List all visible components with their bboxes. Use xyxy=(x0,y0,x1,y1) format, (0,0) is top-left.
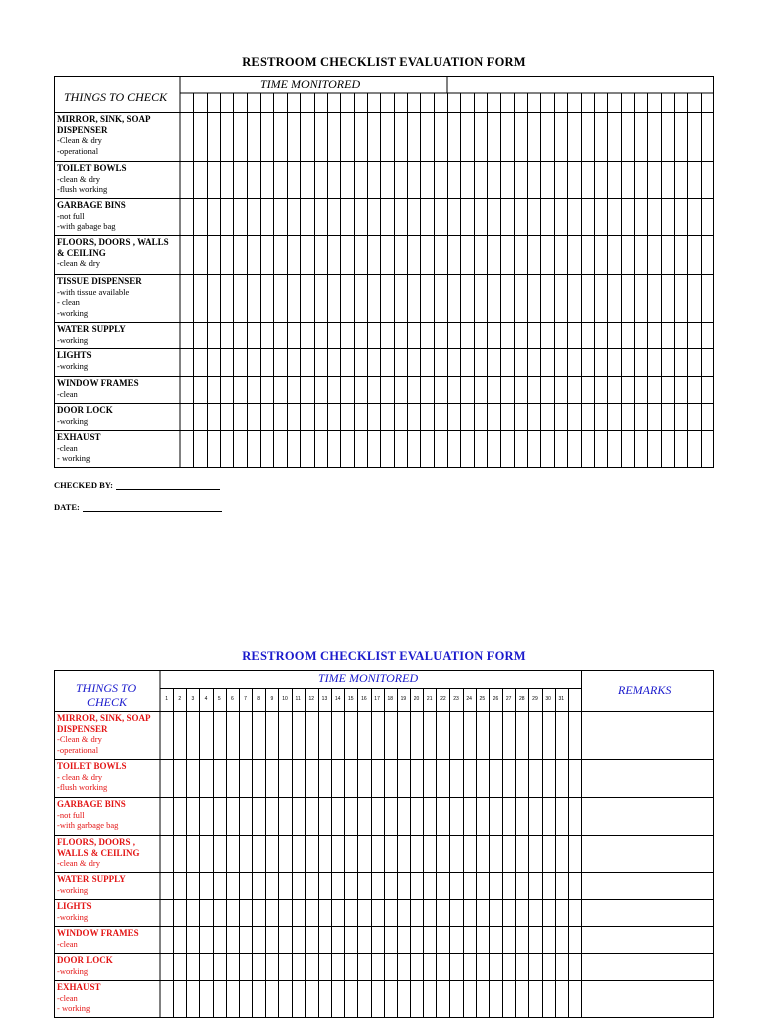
form1-time-monitored-header: TIME MONITORED xyxy=(260,77,361,91)
form2-things-header-line1: THINGS TO xyxy=(76,681,137,695)
day-number: 11 xyxy=(295,696,301,702)
item-criterion: - clean & dry xyxy=(57,771,103,782)
item-criterion: -clean & dry xyxy=(57,258,100,268)
form2-item-7 xyxy=(57,928,157,949)
item-criterion: -working xyxy=(57,965,89,976)
item-title: DOOR LOCK xyxy=(57,955,113,965)
day-number: 2 xyxy=(178,696,182,702)
form1-item-8 xyxy=(57,378,175,399)
form2-item-2 xyxy=(57,761,157,793)
day-number: 3 xyxy=(191,696,195,702)
day-number: 13 xyxy=(321,696,328,702)
item-title: TOILET BOWLS xyxy=(57,761,127,771)
item-criterion: -with gabage bag xyxy=(57,221,116,231)
form2-remarks-header: REMARKS xyxy=(618,683,672,697)
day-number: 28 xyxy=(519,696,525,702)
date-field[interactable] xyxy=(54,502,222,512)
form1-item-5 xyxy=(57,276,175,318)
form1-item-1 xyxy=(57,114,175,156)
day-number: 5 xyxy=(217,696,221,702)
form1-item-2 xyxy=(57,163,175,195)
form2-item-9 xyxy=(57,982,157,1014)
day-number: 23 xyxy=(453,696,459,702)
item-criterion: -clean xyxy=(57,388,78,399)
item-criterion: -clean xyxy=(57,992,78,1003)
day-number: 21 xyxy=(426,696,433,702)
form2-item-6 xyxy=(57,901,157,922)
item-title: WATER SUPPLY xyxy=(57,874,126,884)
item-title: WINDOW FRAMES xyxy=(57,928,139,938)
item-criterion: -with garbage bag xyxy=(57,820,119,830)
item-criterion: -Clean & dry xyxy=(57,734,102,744)
day-number: 1 xyxy=(165,696,168,702)
form1-item-3 xyxy=(57,200,175,232)
form2-checklist-table xyxy=(54,670,714,1018)
form2-item-3 xyxy=(57,799,157,831)
form1-checklist-table xyxy=(54,76,714,468)
date-label: DATE: xyxy=(54,502,80,512)
item-criterion: -clean & dry xyxy=(57,173,100,184)
day-number: 30 xyxy=(545,696,551,702)
item-criterion: -working xyxy=(57,884,89,895)
day-number: 17 xyxy=(374,696,380,702)
form1-item-4 xyxy=(57,237,175,269)
form1-item-9 xyxy=(57,405,175,426)
day-number: 15 xyxy=(347,696,354,702)
item-criterion: -working xyxy=(57,360,89,371)
day-number: 14 xyxy=(334,696,341,702)
form2-item-1 xyxy=(57,713,157,755)
item-title: EXHAUST xyxy=(57,432,101,442)
day-number: 9 xyxy=(270,696,274,702)
day-number: 4 xyxy=(204,696,208,702)
checked-by-underline xyxy=(116,488,220,490)
item-criterion: -with tissue available xyxy=(57,286,130,297)
day-number: 10 xyxy=(282,696,288,702)
form1-item-7 xyxy=(57,350,175,371)
item-criterion: -clean & dry xyxy=(57,858,100,868)
item-criterion: -not full xyxy=(57,809,85,820)
item-criterion: -not full xyxy=(57,210,85,221)
day-number: 12 xyxy=(308,696,315,702)
day-number: 29 xyxy=(532,696,538,702)
item-criterion: - working xyxy=(57,453,91,463)
item-title: GARBAGE BINS xyxy=(57,799,126,809)
day-number: 19 xyxy=(400,696,407,702)
item-criterion: -working xyxy=(57,911,89,922)
item-title: WINDOW FRAMES xyxy=(57,378,139,388)
form2-title: RESTROOM CHECKLIST EVALUATION FORM xyxy=(242,649,526,663)
item-criterion: -clean xyxy=(57,442,78,453)
day-number: 26 xyxy=(492,696,499,702)
item-criterion: - clean xyxy=(57,297,80,307)
day-number: 22 xyxy=(440,696,446,702)
item-criterion: -flush working xyxy=(57,184,108,194)
form2-time-monitored-header: TIME MONITORED xyxy=(318,671,419,685)
item-criterion: -working xyxy=(57,415,89,426)
checked-by-field[interactable] xyxy=(54,480,220,490)
form1-title: RESTROOM CHECKLIST EVALUATION FORM xyxy=(242,55,526,69)
item-criterion: - working xyxy=(57,1003,91,1013)
form1-item-10 xyxy=(57,432,175,464)
item-title: EXHAUST xyxy=(57,982,101,992)
item-title: LIGHTS xyxy=(57,350,92,360)
item-title: LIGHTS xyxy=(57,901,92,911)
item-title: FLOORS, DOORS , WALLS & CEILING xyxy=(57,237,169,258)
item-title: TOILET BOWLS xyxy=(57,163,127,173)
date-underline xyxy=(83,510,222,512)
item-criterion: -Clean & dry xyxy=(57,135,102,145)
item-criterion: -operational xyxy=(57,744,99,755)
item-criterion: -flush working xyxy=(57,782,108,792)
item-title: MIRROR, SINK, SOAP DISPENSER xyxy=(57,713,151,734)
item-title: DOOR LOCK xyxy=(57,405,113,415)
day-number: 18 xyxy=(387,696,394,702)
item-title: WATER SUPPLY xyxy=(57,324,126,334)
item-title: MIRROR, SINK, SOAP DISPENSER xyxy=(57,114,151,135)
day-number: 6 xyxy=(230,696,234,702)
item-title: GARBAGE BINS xyxy=(57,200,126,210)
form1-item-6 xyxy=(57,324,175,345)
day-number: 27 xyxy=(505,696,512,702)
day-number: 25 xyxy=(479,696,486,702)
item-criterion: -working xyxy=(57,307,89,318)
form1-things-to-check-header: THINGS TO CHECK xyxy=(64,90,168,104)
day-number: 8 xyxy=(257,696,261,702)
checked-by-label: CHECKED BY: xyxy=(54,480,113,490)
day-number: 24 xyxy=(466,696,472,702)
form2-things-header-line2: CHECK xyxy=(87,695,128,709)
day-number: 20 xyxy=(413,696,420,702)
item-title: TISSUE DISPENSER xyxy=(57,276,142,286)
day-number: 31 xyxy=(558,696,565,702)
day-number: 7 xyxy=(244,696,247,702)
item-criterion: -operational xyxy=(57,145,99,156)
form2-item-5 xyxy=(57,874,157,895)
item-criterion: -working xyxy=(57,334,89,345)
day-number: 16 xyxy=(361,696,367,702)
item-criterion: -clean xyxy=(57,938,78,949)
form2-item-8 xyxy=(57,955,157,976)
form2-item-4 xyxy=(57,837,157,869)
item-title: FLOORS, DOORS , WALLS & CEILING xyxy=(57,837,140,858)
